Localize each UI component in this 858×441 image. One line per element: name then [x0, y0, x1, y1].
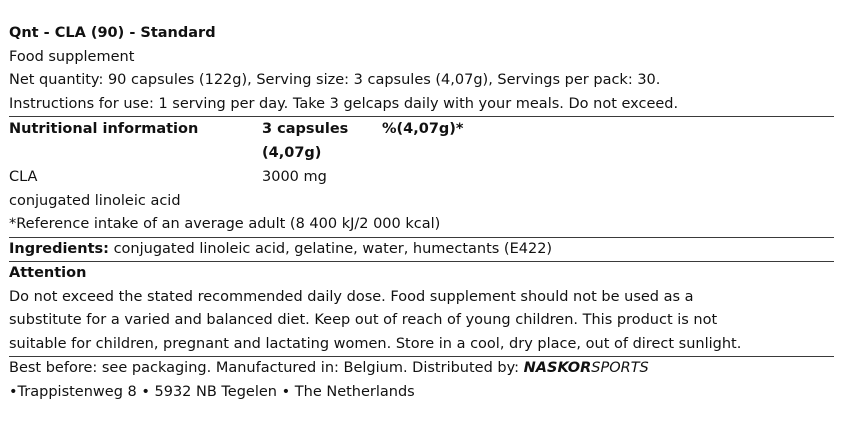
product-title: Qnt - CLA (90) - Standard — [9, 25, 216, 41]
serving-header — [262, 117, 382, 165]
attention-line-2: substitute for a varied and balanced diet. Keep out of reach of young children. This product is not — [9, 312, 718, 328]
ingredients-text: conjugated linoleic acid, gelatine, water, humectants (E422) — [113, 240, 553, 257]
address-line: •Trappistenweg 8 • 5932 NB Tegelen • The Netherlands — [9, 383, 415, 400]
nutrient-name: CLA — [9, 169, 38, 185]
nutrition-table — [9, 117, 834, 213]
attention-heading: Attention — [9, 265, 87, 281]
attention-line-1: Do not exceed the stated recommended daily dose. Food supplement should not be used as a — [9, 288, 694, 305]
nutrient-amount: 3000 mg — [262, 169, 327, 185]
nutrition-header-row — [9, 117, 834, 165]
brand-name-bold: NASKOR — [523, 360, 592, 376]
nutrient-sub-item: conjugated linoleic acid — [9, 193, 181, 209]
table-row — [9, 189, 834, 213]
brand-name-italic: SPORTS — [591, 360, 649, 376]
best-before-text: Best before: see packaging. Manufactured in: Belgium. Distributed by: — [9, 360, 524, 376]
nutrient-percent — [382, 165, 834, 189]
serving-header-weight: (4,07g) — [262, 145, 322, 161]
serving-header-amount: 3 capsules — [262, 121, 349, 137]
label-document — [9, 22, 834, 404]
ingredients-label: Ingredients: — [9, 240, 109, 257]
ingredients-line — [9, 238, 834, 263]
net-quantity: Net quantity: 90 capsules (122g), Serving size: 3 capsules (4,07g), Servings per pack: 30. — [9, 72, 661, 88]
product-type: Food supplement — [9, 48, 135, 65]
instructions: Instructions for use: 1 serving per day. Take 3 gelcaps daily with your meals. Do not exceed. — [9, 93, 834, 118]
reference-intake-note: *Reference intake of an average adult (8 400 kJ/2 000 kcal) — [9, 213, 834, 238]
best-before-line — [9, 357, 834, 381]
percent-header: %(4,07g)* — [382, 121, 464, 137]
nutrition-label-header: Nutritional information — [9, 121, 199, 137]
table-row — [9, 165, 834, 189]
attention-line-3: suitable for children, pregnant and lactating women. Store in a cool, dry place, out of direct sunlight. — [9, 333, 834, 358]
